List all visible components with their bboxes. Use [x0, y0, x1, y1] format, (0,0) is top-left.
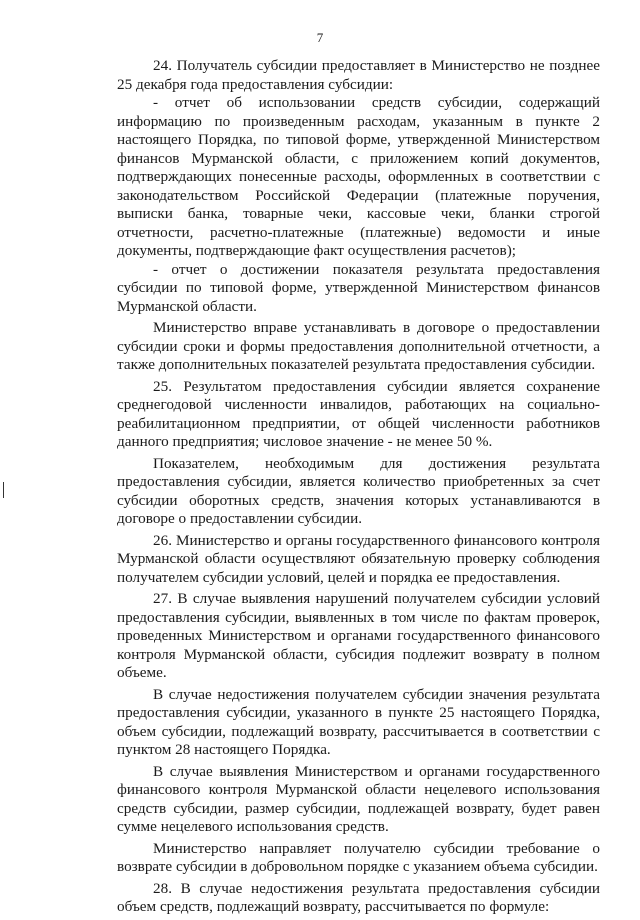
- paragraph-27: 27. В случае выявления нарушений получателем субсидии условий предоставления субсидии, выявленных в том числе по фактам проверок, проведенных Министерством и органами государственного финансового контроля Мурманской области, субсидия подлежит возврату в полном объеме.: [117, 590, 600, 681]
- paragraph-28: 28. В случае недостижения результата предоставления субсидии объем средств, подлежащий возврату, рассчитывается по формуле:: [117, 879, 600, 915]
- paragraph-26: 26. Министерство и органы государственного финансового контроля Мурманской области осуществляют обязательную проверку соблюдения получателем субсидии условий, целей и порядка ее предоставления.: [117, 531, 600, 586]
- paragraph-indicator: Показателем, необходимым для достижения результата предоставления субсидии, является количество приобретенных за счет субсидии оборотных средств, значения которых устанавливаются в договоре о предоставлении субсидии.: [117, 454, 600, 527]
- margin-mark: [3, 482, 4, 498]
- list-item-result-report: - отчет о достижении показателя результата предоставления субсидии по типовой форме, утвержденной Министерством финансов Мурманской области.: [117, 260, 600, 315]
- list-item-usage-report: - отчет об использовании средств субсидии, содержащий информацию по произведенным расходам, указанным в пункте 2 настоящего Порядка, по типовой форме, утвержденной Министерством финансов Мурманской области, с приложением копий документов, подтверждающих понесенные расходы, оформленных в соответствии с законодательством Российской Федерации (платежные поручения, выписки банка, товарные чеки, кассовые чеки, бланки строгой отчетности, расчетно-платежные (платежные) ведомости и иные документы, подтверждающие факт осуществления расчетов);: [117, 94, 600, 259]
- paragraph-24: 24. Получатель субсидии предоставляет в Министерство не позднее 25 декабря года предоставления субсидии:: [117, 57, 600, 93]
- paragraph-refund-demand: Министерство направляет получателю субсидии требование о возврате субсидии в добровольном порядке с указанием объема субсидии.: [117, 839, 600, 875]
- page-number: 7: [316, 30, 324, 45]
- document-body: [117, 57, 600, 920]
- paragraph-additional-reporting: Министерство вправе устанавливать в договоре о предоставлении субсидии сроки и формы предоставления дополнительной отчетности, а также дополнительных показателей результата предоставления субсидии.: [117, 319, 600, 373]
- paragraph-non-achievement: В случае недостижения получателем субсидии значения результата предоставления субсидии, указанного в пункте 25 настоящего Порядка, объем субсидии, подлежащий возврату, рассчитывается в соответствии с пунктом 28 настоящего Порядка.: [117, 685, 600, 758]
- paragraph-25: 25. Результатом предоставления субсидии является сохранение среднегодовой численности инвалидов, работающих на социально-реабилитационном предприятии, от общей численности работников данного предприятия; числовое значение - не менее 50 %.: [117, 377, 600, 450]
- paragraph-misuse: В случае выявления Министерством и органами государственного финансового контроля Мурманской области нецелевого использования средств субсидии, размер субсидии, подлежащей возврату, будет равен сумме нецелевого использования средств.: [117, 762, 600, 835]
